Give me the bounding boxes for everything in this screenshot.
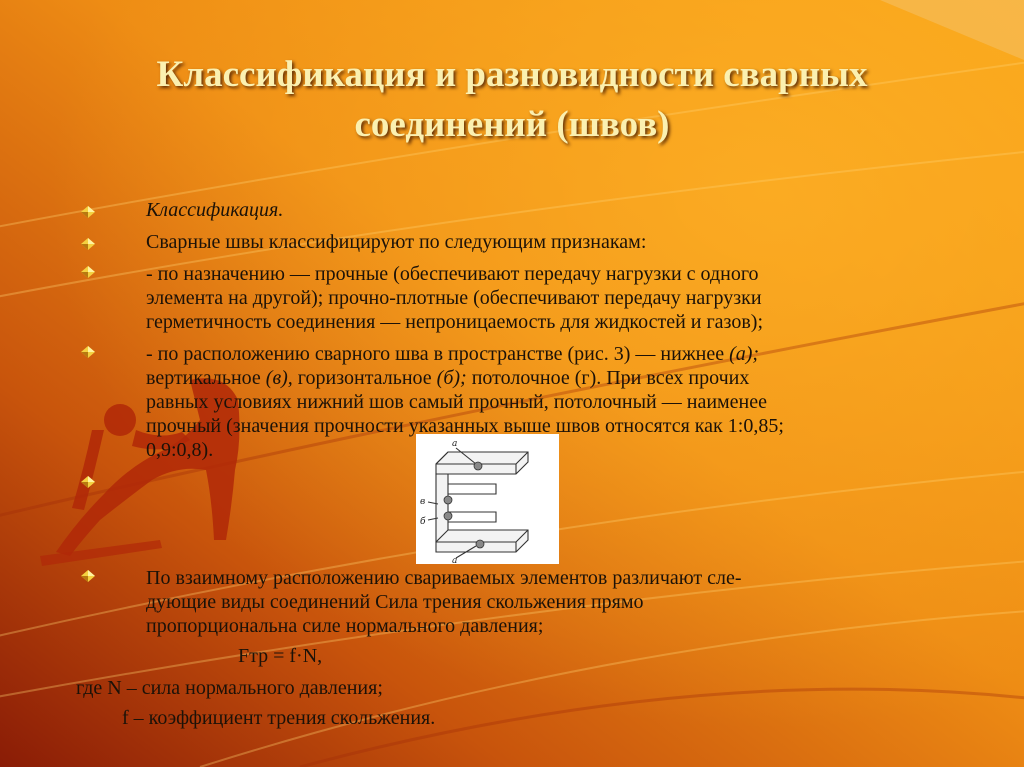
position-text: потолочное (г). При всех прочих: [466, 367, 750, 389]
position-line-3: равных условиях нижний шов самый прочный, потолочный — наименее: [146, 391, 768, 413]
bullet-icon: [81, 570, 95, 582]
title-line-1: Классификация и разновидности сварных: [156, 54, 868, 95]
bullet-icon: [81, 206, 95, 218]
bullet-criteria: [146, 230, 646, 254]
mutual-position-line: пропорциональна силе нормального давления;: [146, 615, 544, 637]
position-line-5: 0,9:0,8).: [146, 439, 214, 461]
position-line-1: [146, 342, 784, 366]
formula-note-n: [76, 676, 383, 700]
bullet-classification: [146, 198, 283, 222]
figure-label-v: в: [420, 497, 426, 507]
bullet-criteria-text: Сварные швы классифицируют по следующим признакам:: [146, 231, 647, 253]
position-label-v: (в),: [265, 367, 293, 389]
formula-note-f-text: f – коэффициент трения скольжения.: [122, 707, 436, 729]
position-text: горизонтальное: [292, 367, 437, 389]
position-text: вертикальное: [146, 367, 266, 389]
position-line-2: [146, 366, 784, 390]
purpose-line: - по назначению — прочные (обеспечивают передачу нагрузки с одного: [146, 263, 759, 285]
purpose-line: элемента на другой); прочно-плотные (обеспечивают передачу нагрузки: [146, 287, 762, 309]
position-label-b: (б);: [436, 367, 467, 389]
figure-label-a-top: а: [452, 439, 458, 449]
mutual-position-line: По взаимному расположению свариваемых элементов различают сле-: [146, 567, 742, 589]
formula-note-n-text: где N – сила нормального давления;: [76, 677, 383, 699]
slide-title: [40, 50, 984, 150]
bullet-icon: [81, 238, 95, 250]
figure-label-b: б: [420, 517, 426, 527]
mutual-position-line: дующие виды соединений Сила трения скольжения прямо: [146, 591, 644, 613]
formula-note-f: [122, 706, 435, 730]
bullet-mutual-position: [146, 566, 742, 638]
bullet-icon: [81, 476, 95, 488]
bullet-icon: [81, 266, 95, 278]
figure-label-a-bottom: а: [452, 556, 458, 564]
position-line-4: прочный (значения прочности указанных выше швов относятся как 1:0,85;: [146, 415, 784, 437]
purpose-line: герметичность соединения — непроницаемость для жидкостей и газов);: [146, 311, 764, 333]
title-line-2: соединений (швов): [354, 104, 670, 145]
friction-formula: [238, 644, 322, 668]
bullet-icon: [81, 346, 95, 358]
weld-positions-figure: [416, 434, 559, 564]
position-label-a: (а);: [729, 343, 760, 365]
position-text: - по расположению сварного шва в пространстве (рис. 3) — нижнее: [146, 343, 730, 365]
friction-formula-text: Fтр = f·N,: [238, 645, 323, 667]
bullet-purpose: [146, 262, 763, 334]
bullet-classification-text: Классификация.: [146, 199, 284, 221]
